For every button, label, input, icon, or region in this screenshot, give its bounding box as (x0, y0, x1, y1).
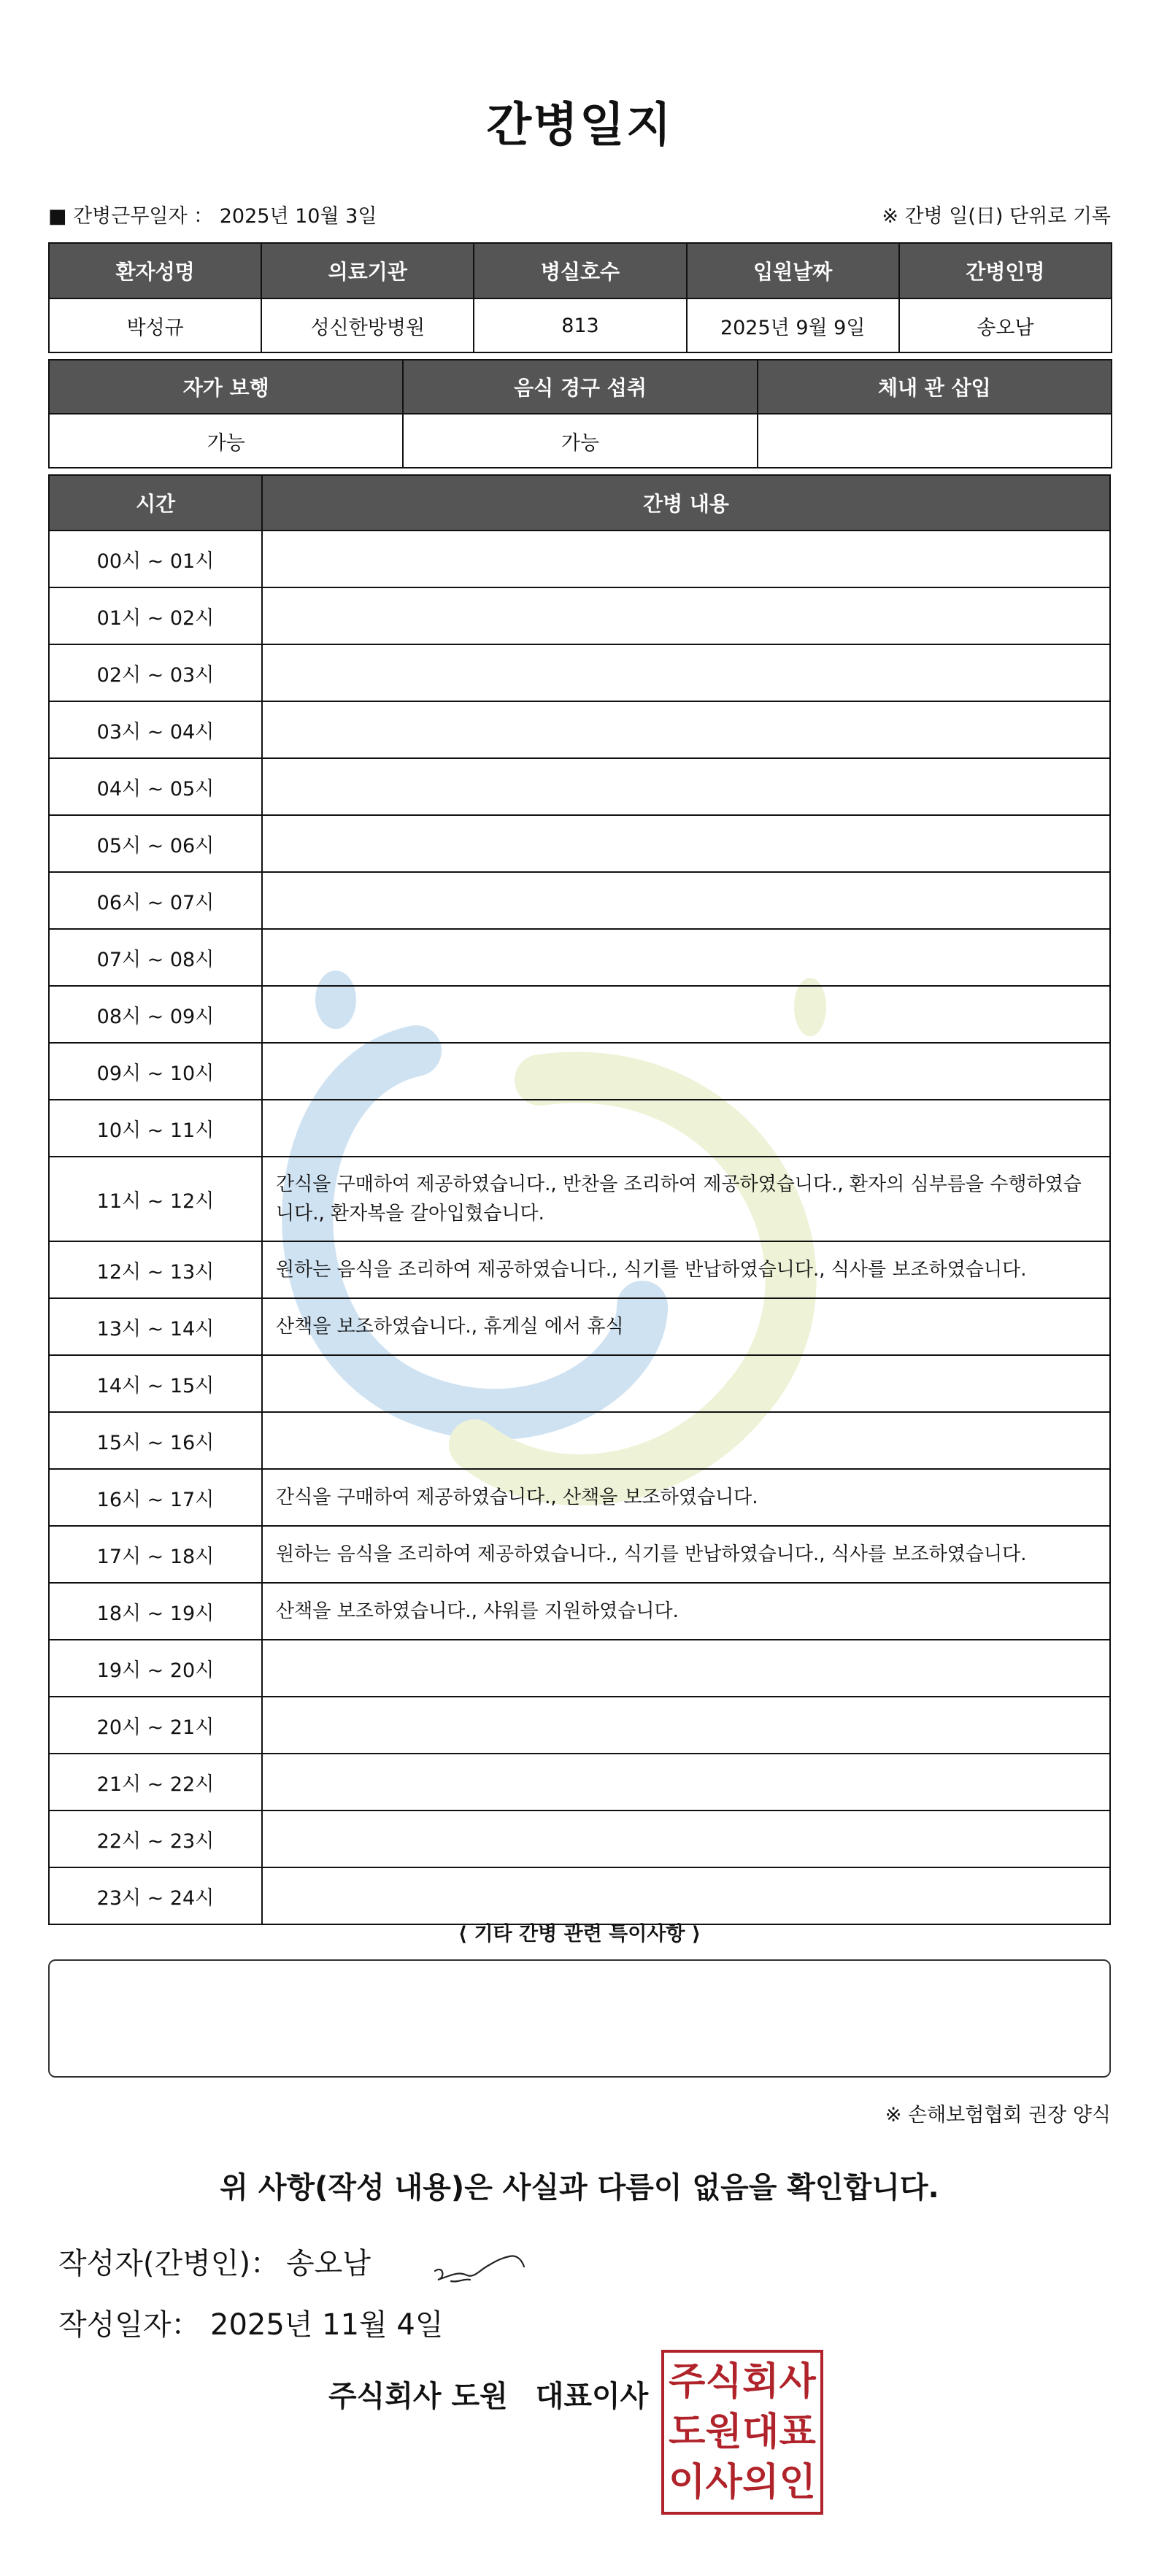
content-cell[interactable] (261, 1042, 1111, 1100)
content-cell[interactable] (261, 814, 1111, 873)
time-cell: 20시 ~ 21시 (48, 1696, 263, 1754)
content-cell[interactable]: 간식을 구매하여 제공하였습니다., 산책을 보조하였습니다. (261, 1468, 1111, 1527)
time-cell: 06시 ~ 07시 (48, 871, 263, 930)
seal-char: 주 (669, 2360, 706, 2405)
work-date: ■ 간병근무일자 ： 2025년 10월 3일 (48, 205, 377, 228)
content-cell[interactable]: 산책을 보조하였습니다., 샤워를 지원하였습니다. (261, 1582, 1111, 1640)
written-date-label: 작성일자： (58, 2308, 201, 2342)
content-cell[interactable] (261, 701, 1111, 759)
seal-char: 의 (742, 2460, 779, 2504)
ceo-title: 대표이사 (535, 2380, 649, 2413)
content-cell[interactable] (261, 1099, 1111, 1157)
signature (429, 2249, 531, 2293)
time-cell: 13시 ~ 14시 (48, 1297, 263, 1356)
written-date: 2025년 11월 4일 (210, 2308, 444, 2342)
time-cell: 02시 ~ 03시 (48, 644, 263, 702)
seal-char: 식 (705, 2360, 742, 2405)
time-cell: 15시 ~ 16시 (48, 1411, 263, 1470)
time-cell: 05시 ~ 06시 (48, 814, 263, 873)
page-title: 간병일지 (486, 99, 673, 153)
time-cell: 11시 ~ 12시 (48, 1156, 263, 1242)
patient-header-cell: 병실호수 (473, 242, 687, 299)
content-cell[interactable]: 산책을 보조하였습니다., 휴게실 에서 휴식 (261, 1297, 1111, 1356)
company-seal (661, 2350, 823, 2515)
patient-header-cell: 의료기관 (261, 242, 474, 299)
status-header-cell: 체내 관 삽입 (757, 359, 1112, 414)
content-cell[interactable]: 원하는 음식을 조리하여 제공하였습니다., 식기를 반납하였습니다., 식사를 보조하였습니다. (261, 1525, 1111, 1584)
content-cell[interactable] (261, 1696, 1111, 1754)
seal-char: 표 (779, 2410, 816, 2454)
writer-name: 송오남 (286, 2247, 371, 2280)
patient-value-cell: 성신한방병원 (261, 298, 474, 353)
patient-value-cell: 송오남 (898, 298, 1112, 353)
time-cell: 10시 ~ 11시 (48, 1099, 263, 1157)
patient-header-cell: 간병인명 (898, 242, 1112, 299)
time-cell: 17시 ~ 18시 (48, 1525, 263, 1584)
time-cell: 14시 ~ 15시 (48, 1354, 263, 1413)
content-cell[interactable]: 원하는 음식을 조리하여 제공하였습니다., 식기를 반납하였습니다., 식사를 보조하였습니다. (261, 1241, 1111, 1299)
seal-char: 대 (742, 2410, 779, 2454)
seal-char: 회 (742, 2360, 779, 2405)
time-cell: 18시 ~ 19시 (48, 1582, 263, 1640)
confirmation-statement: 위 사항(작성 내용)은 사실과 다름이 없음을 확인합니다. (220, 2171, 939, 2205)
notes-title: ⟨ 기타 간병 관련 특이사항 ⟩ (458, 1923, 701, 1946)
patient-value-cell: 2025년 9월 9일 (686, 298, 900, 353)
content-cell[interactable] (261, 928, 1111, 987)
time-cell: 09시 ~ 10시 (48, 1042, 263, 1100)
patient-value-cell: 813 (473, 298, 687, 353)
time-cell: 16시 ~ 17시 (48, 1468, 263, 1527)
time-cell: 01시 ~ 02시 (48, 587, 263, 645)
content-cell[interactable] (261, 1354, 1111, 1413)
company-label: 주식회사 도원 (328, 2380, 508, 2413)
time-header: 시간 (48, 474, 263, 531)
content-cell[interactable] (261, 1810, 1111, 1868)
content-cell[interactable] (261, 530, 1111, 588)
content-cell[interactable] (261, 1867, 1111, 1925)
seal-char: 이 (669, 2460, 706, 2504)
time-cell: 07시 ~ 08시 (48, 928, 263, 987)
content-header: 간병 내용 (261, 474, 1111, 531)
record-note: ※ 간병 일(日) 단위로 기록 (882, 205, 1111, 228)
recommended-form-note: ※ 손해보험협회 권장 양식 (885, 2104, 1111, 2126)
time-cell: 04시 ~ 05시 (48, 757, 263, 816)
content-cell[interactable] (261, 871, 1111, 930)
seal-char: 인 (779, 2460, 816, 2504)
seal-char: 원 (705, 2410, 742, 2454)
patient-header-cell: 환자성명 (48, 242, 262, 299)
patient-value-cell: 박성규 (48, 298, 262, 353)
status-value-cell (757, 413, 1112, 468)
time-cell: 19시 ~ 20시 (48, 1639, 263, 1697)
notes-box[interactable] (48, 1959, 1111, 2078)
time-cell: 21시 ~ 22시 (48, 1753, 263, 1811)
time-cell: 22시 ~ 23시 (48, 1810, 263, 1868)
seal-char: 도 (669, 2410, 706, 2454)
content-cell[interactable] (261, 1753, 1111, 1811)
content-cell[interactable] (261, 1639, 1111, 1697)
writer-label: 작성자(간병인)： (58, 2247, 280, 2280)
patient-header-cell: 입원날짜 (686, 242, 900, 299)
time-cell: 03시 ~ 04시 (48, 701, 263, 759)
status-header-cell: 음식 경구 섭취 (402, 359, 758, 414)
content-cell[interactable] (261, 757, 1111, 816)
time-cell: 00시 ~ 01시 (48, 530, 263, 588)
seal-char: 사 (705, 2460, 742, 2504)
content-cell[interactable] (261, 985, 1111, 1044)
time-cell: 23시 ~ 24시 (48, 1867, 263, 1925)
status-value-cell: 가능 (48, 413, 404, 468)
time-cell: 08시 ~ 09시 (48, 985, 263, 1044)
company-name (328, 2373, 648, 2415)
content-cell[interactable] (261, 644, 1111, 702)
content-cell[interactable]: 간식을 구매하여 제공하였습니다., 반찬을 조리하여 제공하였습니다., 환자의 심부름을 수행하였습니다., 환자복을 갈아입혔습니다. (261, 1156, 1111, 1242)
status-header-cell: 자가 보행 (48, 359, 404, 414)
time-cell: 12시 ~ 13시 (48, 1241, 263, 1299)
status-value-cell: 가능 (402, 413, 758, 468)
content-cell[interactable] (261, 587, 1111, 645)
seal-char: 사 (779, 2360, 816, 2405)
content-cell[interactable] (261, 1411, 1111, 1470)
